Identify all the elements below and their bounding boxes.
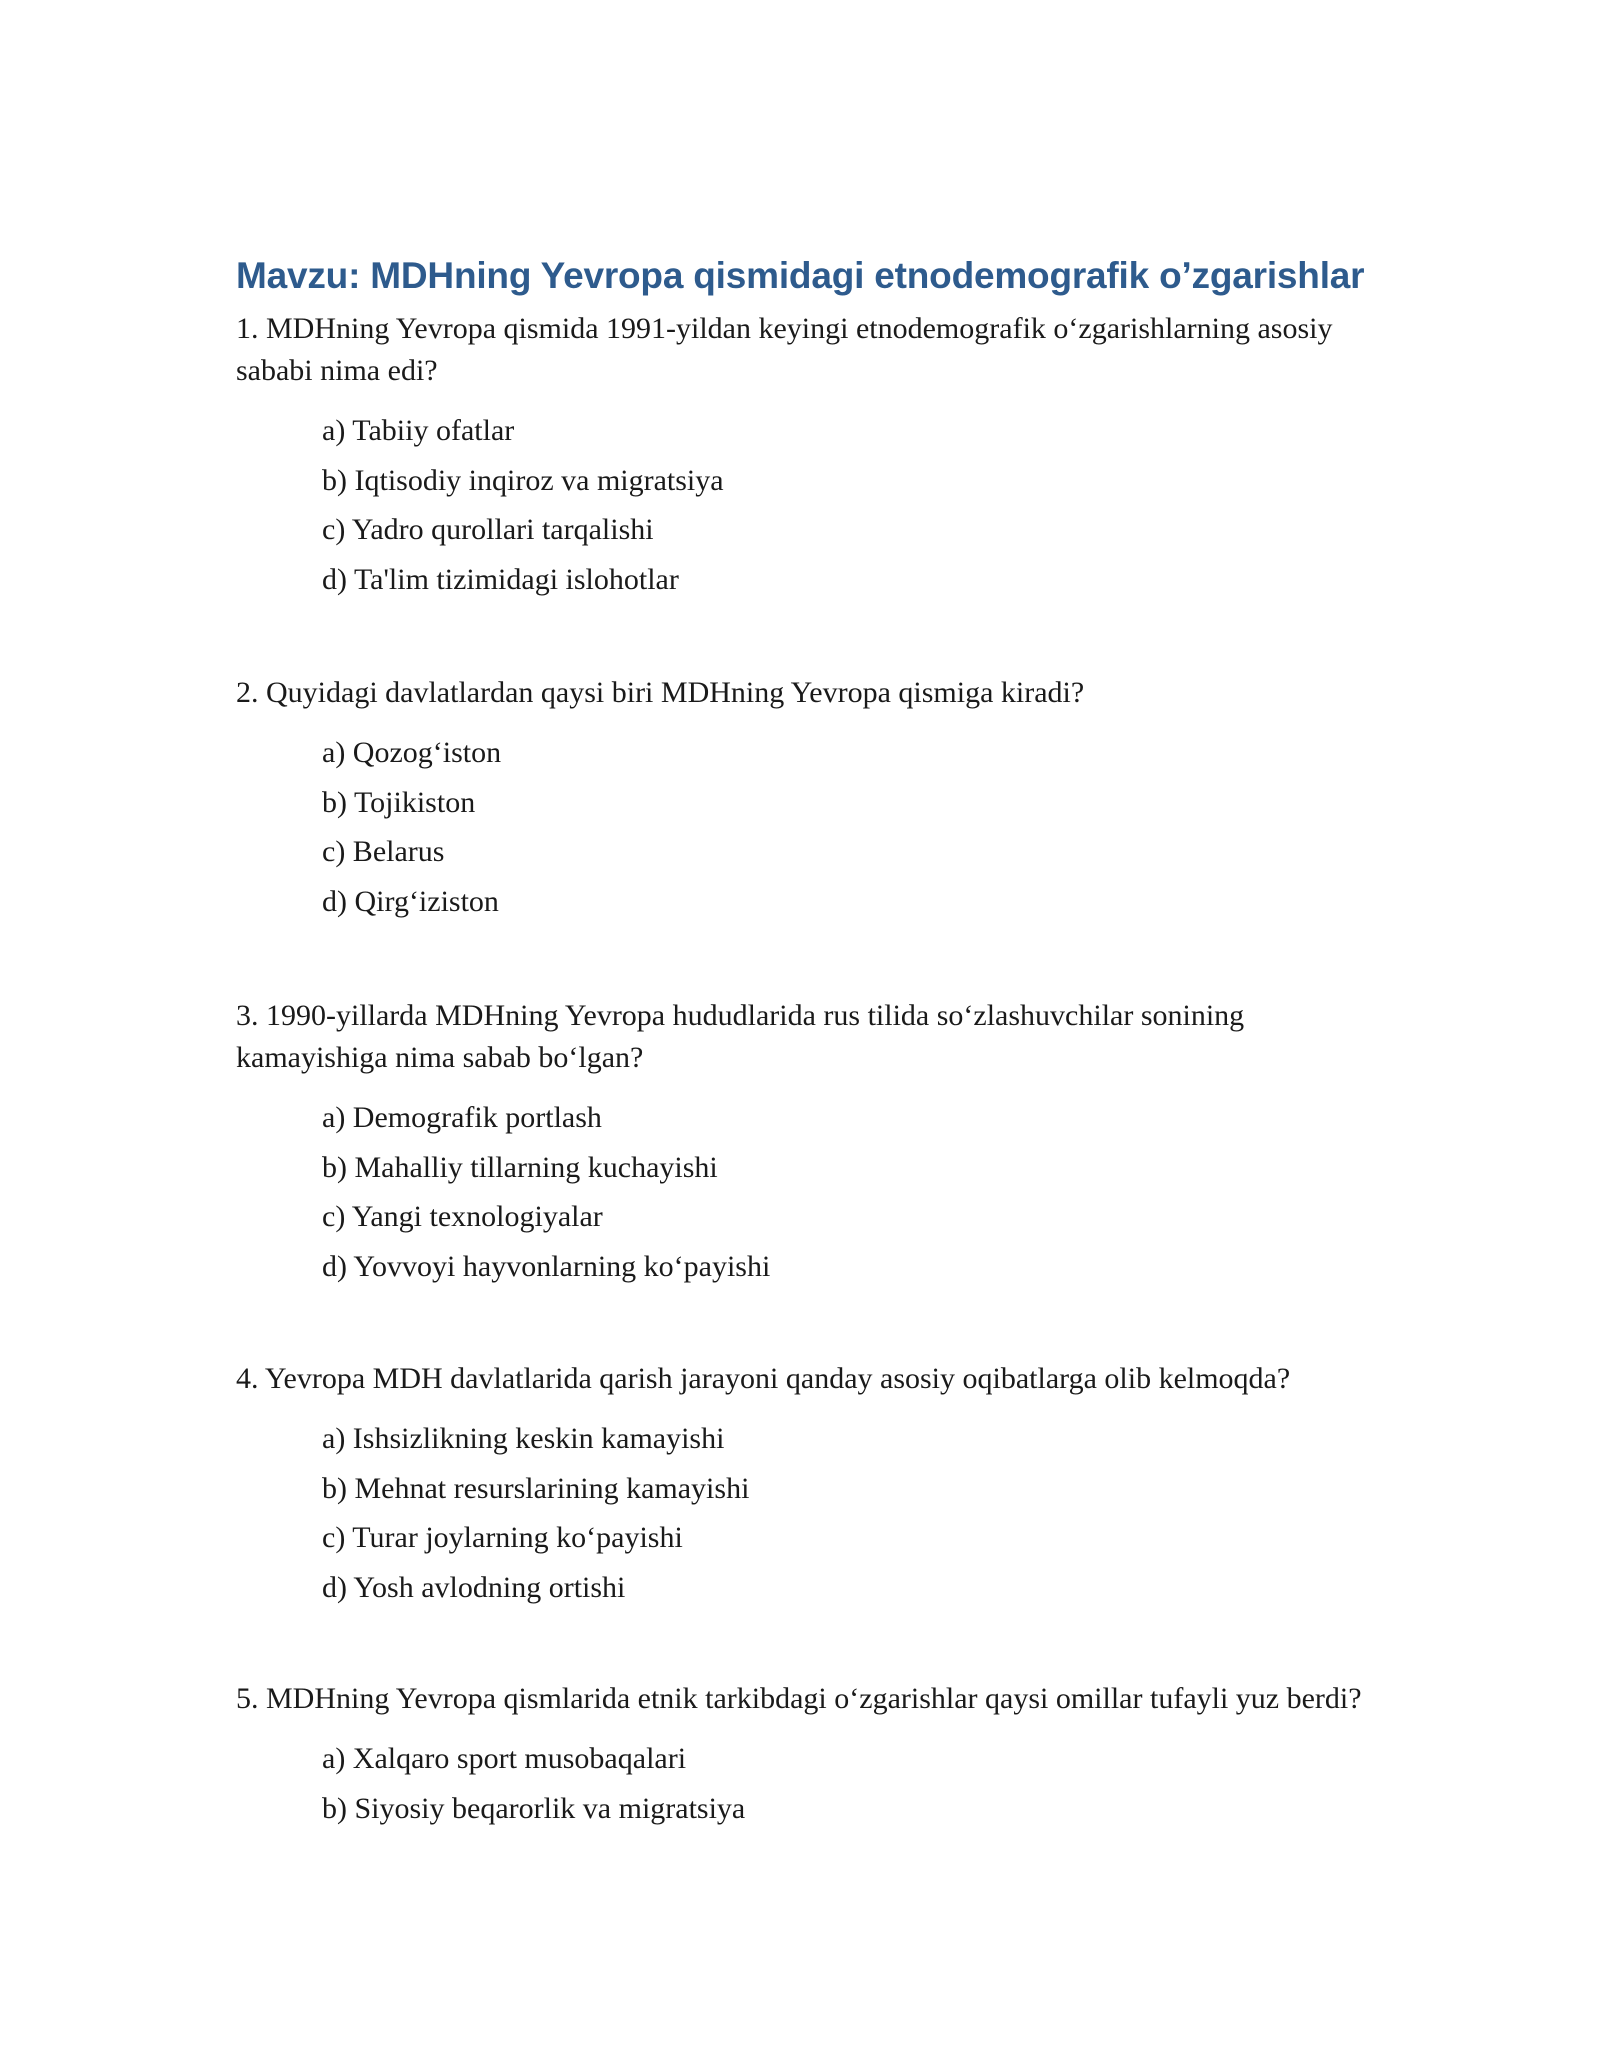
question-text: 1. MDHning Yevropa qismida 1991-yildan keyingi etnodemografik o‘zgarishlarning asosiy sababi nima edi? xyxy=(236,312,1333,387)
answer-option-d: d) Yovvoyi hayvonlarning ko‘payishi xyxy=(322,1249,771,1283)
question-text: 5. MDHning Yevropa qismlarida etnik tarkibdagi o‘zgarishlar qaysi omillar tufayli yuz berdi? xyxy=(236,1682,1362,1715)
question-4 xyxy=(236,1358,1366,1612)
answer-option-c: c) Turar joylarning ko‘payishi xyxy=(322,1521,683,1554)
answer-option-b: b) Mahalliy tillarning kuchayishi xyxy=(322,1150,718,1184)
answer-options xyxy=(322,1734,1366,1833)
answer-option-d: d) Ta'lim tizimidagi islohotlar xyxy=(322,562,679,596)
question-1 xyxy=(236,308,1366,604)
answer-option-b: b) Mehnat resurslarining kamayishi xyxy=(322,1471,750,1505)
question-5 xyxy=(236,1678,1366,1833)
answer-option-b: b) Iqtisodiy inqiroz va migratsiya xyxy=(322,463,724,497)
question-text: 4. Yevropa MDH davlatlarida qarish jarayoni qanday asosiy oqibatlarga olib kelmoqda? xyxy=(236,1362,1291,1395)
answer-options xyxy=(322,728,1366,926)
answer-option-a: a) Qozog‘iston xyxy=(322,736,502,769)
question-2 xyxy=(236,672,1366,926)
answer-option-c: c) Yadro qurollari tarqalishi xyxy=(322,513,654,546)
answer-options xyxy=(322,406,1366,604)
answer-option-c: c) Yangi texnologiyalar xyxy=(322,1200,603,1233)
answer-options xyxy=(322,1414,1366,1612)
answer-option-b: b) Siyosiy beqarorlik va migratsiya xyxy=(322,1791,746,1825)
answer-option-c: c) Belarus xyxy=(322,835,445,868)
question-3 xyxy=(236,995,1366,1291)
answer-options xyxy=(322,1093,1366,1291)
answer-option-d: d) Qirg‘iziston xyxy=(322,884,499,918)
answer-option-a: a) Ishsizlikning keskin kamayishi xyxy=(322,1422,725,1455)
answer-option-a: a) Demografik portlash xyxy=(322,1101,602,1134)
answer-option-a: a) Tabiiy ofatlar xyxy=(322,414,515,447)
answer-option-b: b) Tojikiston xyxy=(322,785,476,819)
answer-option-a: a) Xalqaro sport musobaqalari xyxy=(322,1742,687,1775)
question-text: 3. 1990-yillarda MDHning Yevropa hududlarida rus tilida so‘zlashuvchilar sonining kamayishiga nima sabab bo‘lgan? xyxy=(236,999,1245,1074)
question-text: 2. Quyidagi davlatlardan qaysi biri MDHning Yevropa qismiga kiradi? xyxy=(236,676,1085,709)
answer-option-d: d) Yosh avlodning ortishi xyxy=(322,1570,626,1604)
page-title: Mavzu: MDHning Yevropa qismidagi etnodemografik o’zgarishlar xyxy=(236,255,1365,296)
